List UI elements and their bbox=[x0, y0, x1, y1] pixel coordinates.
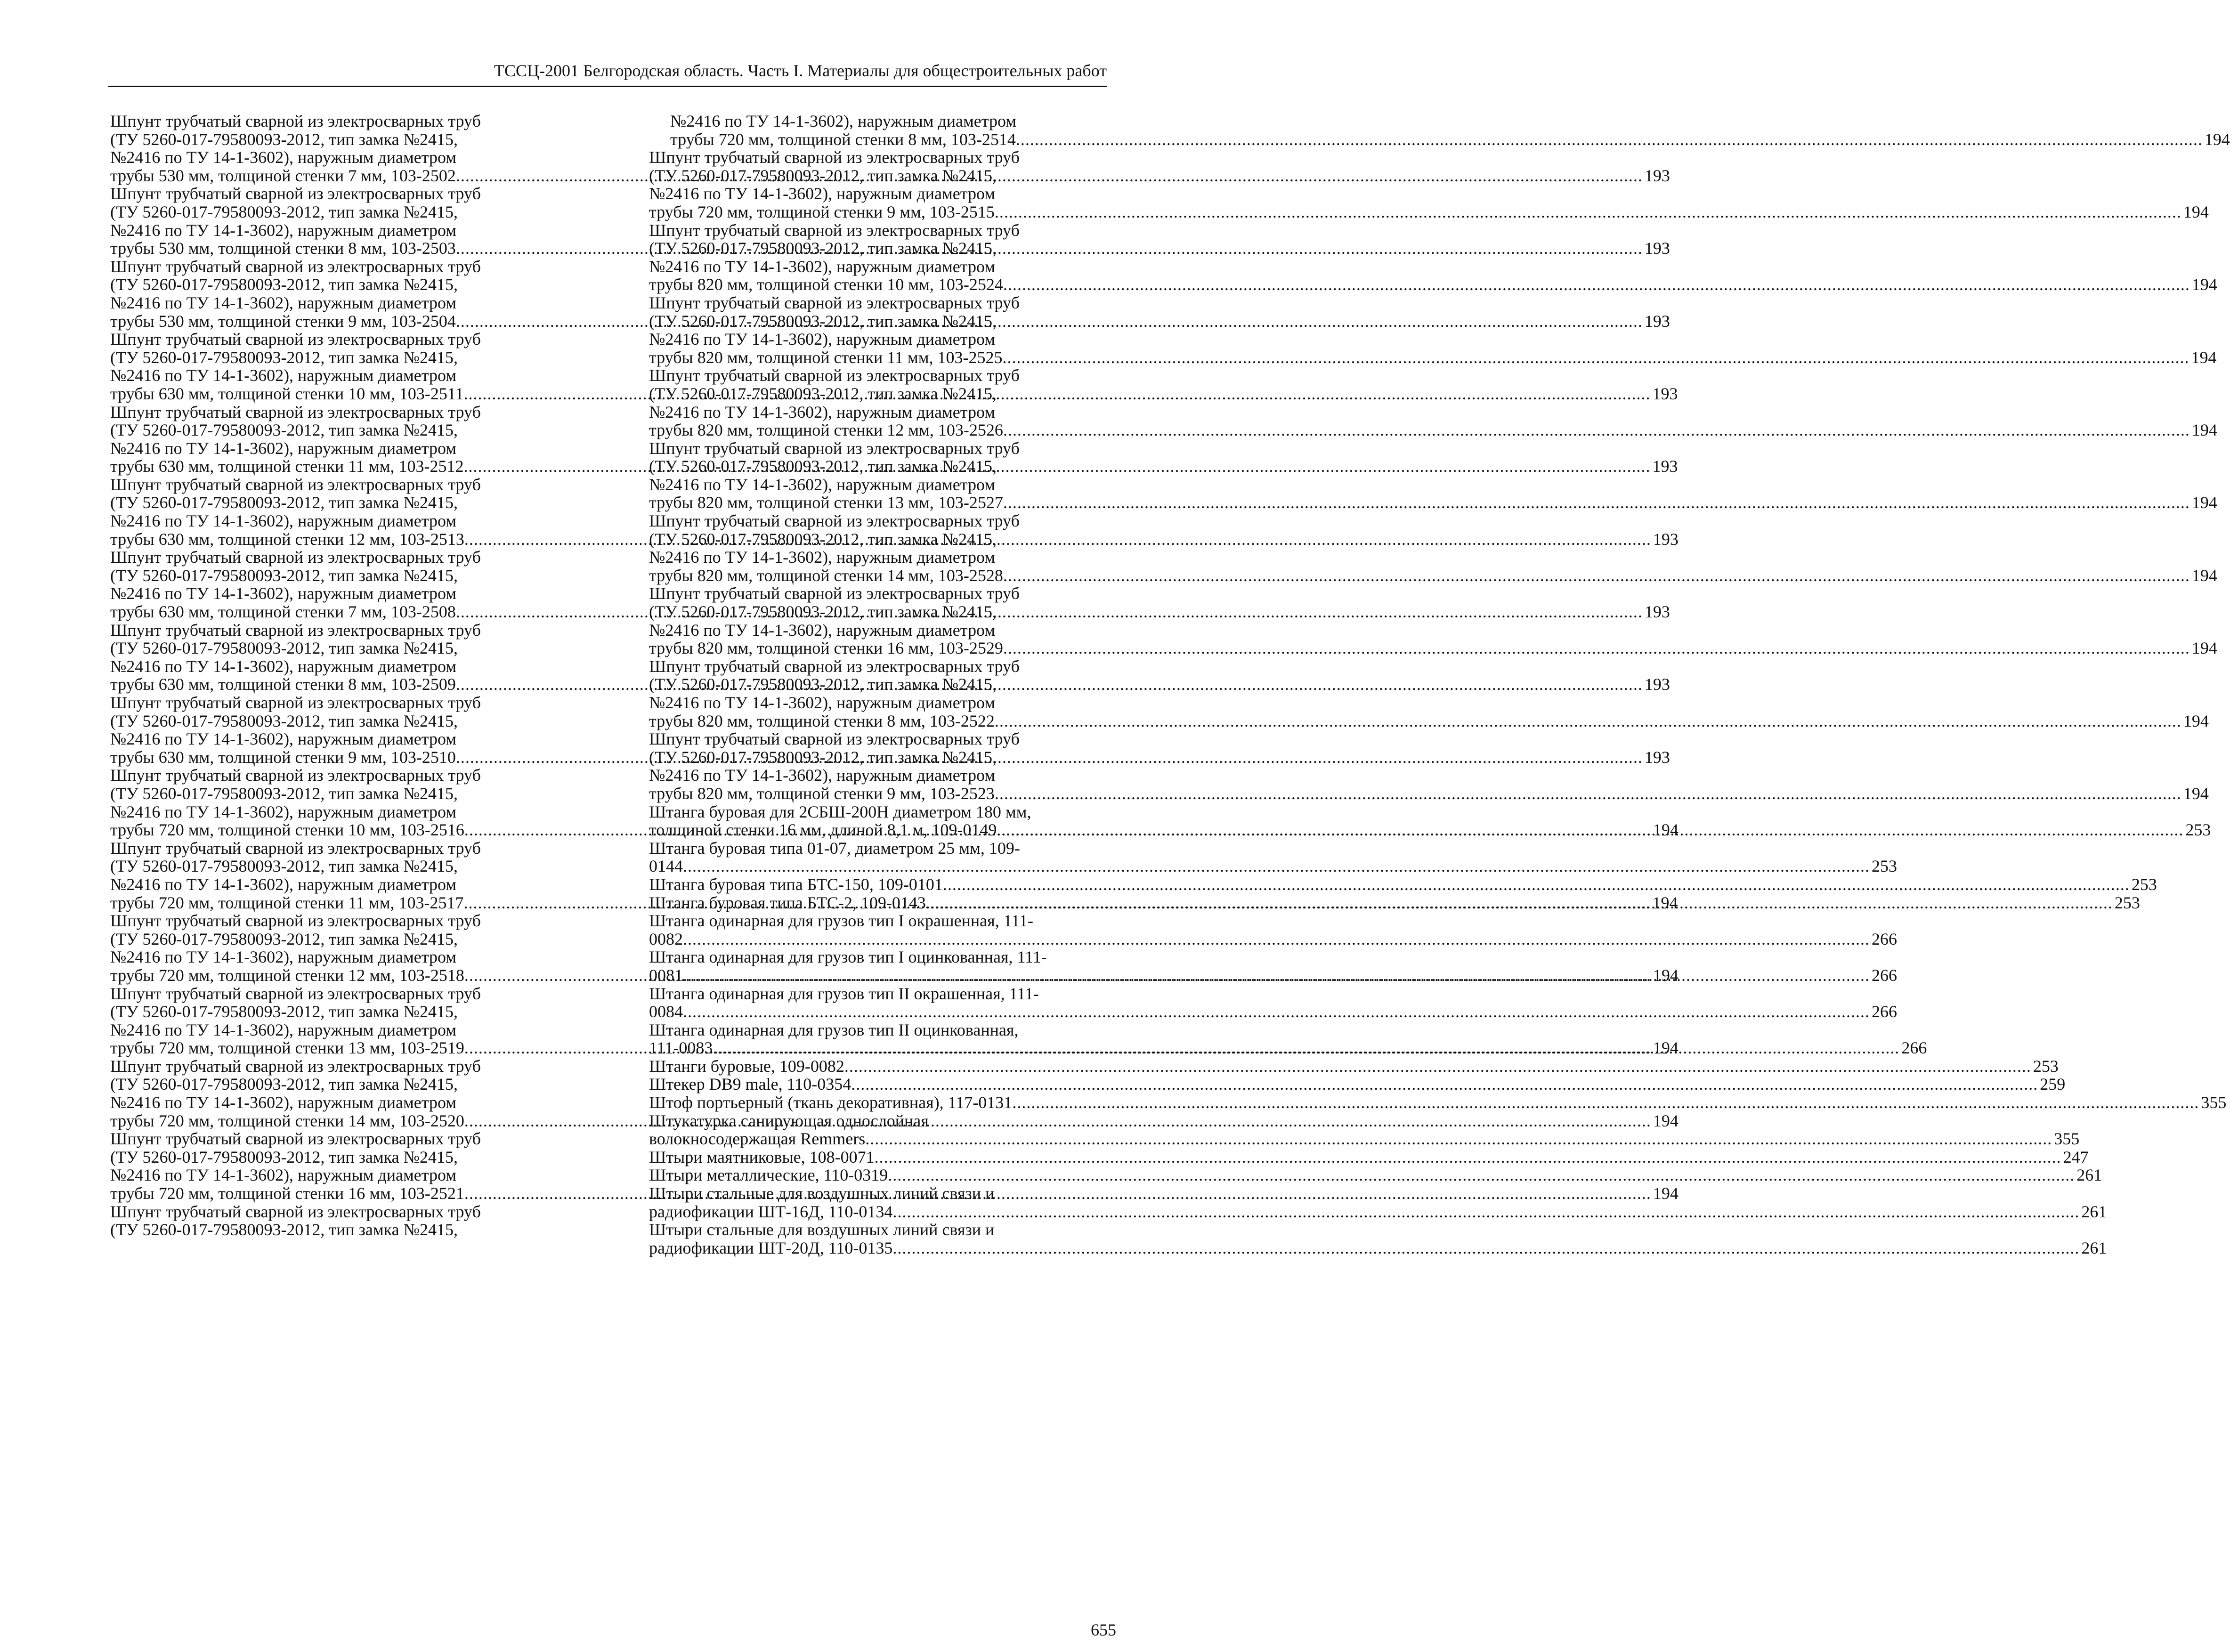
entry-text-line: Штанга буровая для 2СБШ-200Н диаметром 180 мм, bbox=[649, 802, 1031, 821]
entry-text-line: №2416 по ТУ 14-1-3602), наружным диаметром bbox=[670, 112, 1017, 130]
entry-text-line: Штыри маятниковые, 108-0071 bbox=[649, 1147, 875, 1166]
entry-text-line: трубы 820 мм, толщиной стенки 13 мм, 103-2527 bbox=[649, 493, 1003, 512]
entry-text-line: Штанга одинарная для грузов тип I окрашенная, 111- bbox=[649, 911, 1034, 931]
entry-text-line: Шпунт трубчатый сварной из электросварных труб bbox=[110, 766, 481, 785]
page-reference: 261 bbox=[2076, 1166, 2102, 1185]
page-reference: 253 bbox=[2185, 820, 2211, 840]
entry-text-line: Штыри металлические, 110-0319 bbox=[649, 1166, 888, 1185]
entry-text-line: Шпунт трубчатый сварной из электросварных труб bbox=[649, 656, 1020, 676]
entry-text-line: волокносодержащая Remmers bbox=[649, 1129, 866, 1149]
entry-text-line: Шпунт трубчатый сварной из электросварных труб bbox=[110, 838, 481, 858]
dot-leader bbox=[683, 857, 1870, 875]
page-reference: 193 bbox=[1652, 457, 1678, 476]
entry-text-line: Шпунт трубчатый сварной из электросварных труб bbox=[649, 366, 1020, 385]
page-reference: 193 bbox=[1644, 239, 1670, 258]
page-reference: 194 bbox=[1653, 965, 1679, 985]
page-reference: 193 bbox=[1644, 675, 1670, 694]
entry-text-line: трубы 820 мм, толщиной стенки 10 мм, 103-2524 bbox=[649, 275, 1003, 294]
entry-text-line: трубы 820 мм, толщиной стенки 14 мм, 103-2528 bbox=[649, 566, 1003, 585]
entry-text-line: Штукатурка санирующая однослойная bbox=[649, 1111, 929, 1130]
entry-text-line: №2416 по ТУ 14-1-3602), наружным диаметром bbox=[649, 330, 996, 349]
dot-leader bbox=[943, 875, 2130, 894]
entry-text-line: трубы 820 мм, толщиной стенки 11 мм, 103-2525 bbox=[649, 348, 1003, 367]
entry-text-line: (ТУ 5260-017-79580093-2012, тип замка №2415, bbox=[649, 239, 997, 258]
page-reference: 193 bbox=[1644, 166, 1670, 185]
entry-text-line: радиофикации ШТ-16Д, 110-0134 bbox=[649, 1202, 893, 1221]
page-reference: 194 bbox=[2183, 711, 2209, 730]
entry-leader-line bbox=[649, 1075, 2066, 1094]
entry-text-line: Шпунт трубчатый сварной из электросварных труб bbox=[110, 548, 481, 567]
dot-leader bbox=[1003, 275, 2190, 294]
entry-text-line: трубы 720 мм, толщиной стенки 10 мм, 103-2516 bbox=[110, 820, 464, 840]
entry-text-line: №2416 по ТУ 14-1-3602), наружным диаметром bbox=[110, 366, 457, 385]
dot-leader bbox=[683, 1003, 1870, 1021]
entry-text-line: Шпунт трубчатый сварной из электросварных труб bbox=[110, 911, 481, 931]
entry-text-line: Штанга буровая типа БТС-150, 109-0101 bbox=[649, 875, 943, 894]
page-reference: 266 bbox=[1901, 1038, 1927, 1058]
entry-text-line: №2416 по ТУ 14-1-3602), наружным диаметром bbox=[649, 548, 996, 567]
entry-text-line: радиофикации ШТ-20Д, 110-0135 bbox=[649, 1238, 893, 1257]
page-reference: 261 bbox=[2081, 1238, 2107, 1257]
entry-text-line: №2416 по ТУ 14-1-3602), наружным диаметром bbox=[110, 148, 457, 167]
dot-leader bbox=[892, 1239, 2079, 1257]
entry-leader-line bbox=[649, 929, 1897, 948]
entry-text-line: трубы 820 мм, толщиной стенки 8 мм, 103-2522 bbox=[649, 711, 995, 730]
entry-text-line: (ТУ 5260-017-79580093-2012, тип замка №2415, bbox=[110, 857, 458, 876]
dot-leader bbox=[851, 1075, 2038, 1093]
entry-text-line: Шпунт трубчатый сварной из электросварных труб bbox=[649, 511, 1020, 531]
dot-leader bbox=[1012, 1093, 2199, 1112]
page-reference: 193 bbox=[1644, 602, 1670, 622]
dot-leader bbox=[1003, 421, 2190, 439]
page-reference: 253 bbox=[2131, 875, 2157, 894]
entry-text-line: Шпунт трубчатый сварной из электросварных труб bbox=[110, 112, 481, 130]
index-entry bbox=[649, 984, 1897, 1021]
entry-text-line: Штанга буровая типа БТС-2, 109-0143 bbox=[649, 893, 926, 912]
entry-text-line: (ТУ 5260-017-79580093-2012, тип замка №2415, bbox=[649, 384, 997, 403]
entry-text-line: №2416 по ТУ 14-1-3602), наружным диаметром bbox=[110, 656, 457, 676]
entry-text-line: трубы 720 мм, толщиной стенки 13 мм, 103-2519 bbox=[110, 1038, 464, 1058]
page-reference: 261 bbox=[2081, 1202, 2107, 1221]
entry-text-line: (ТУ 5260-017-79580093-2012, тип замка №2415, bbox=[110, 202, 458, 221]
entry-text-line: (ТУ 5260-017-79580093-2012, тип замка №2415, bbox=[649, 529, 997, 549]
entry-text-line: 0084 bbox=[649, 1002, 683, 1021]
entry-text-line: Шпунт трубчатый сварной из электросварных труб bbox=[110, 475, 481, 494]
entry-leader-line bbox=[649, 875, 2157, 894]
entry-leader-line bbox=[649, 1147, 2089, 1166]
entry-text-line: (ТУ 5260-017-79580093-2012, тип замка №2415, bbox=[110, 711, 458, 730]
dot-leader bbox=[713, 1039, 1899, 1057]
index-entry bbox=[649, 1147, 2089, 1166]
dot-leader bbox=[995, 785, 2181, 803]
entry-text-line: №2416 по ТУ 14-1-3602), наружным диаметром bbox=[110, 947, 457, 967]
index-entry bbox=[649, 112, 2230, 149]
entry-text-line: Шпунт трубчатый сварной из электросварных труб bbox=[110, 330, 481, 349]
entry-text-line: трубы 530 мм, толщиной стенки 9 мм, 103-2504 bbox=[110, 311, 456, 331]
entry-text-line: №2416 по ТУ 14-1-3602), наружным диаметром bbox=[110, 1020, 457, 1039]
entry-text-line: №2416 по ТУ 14-1-3602), наружным диаметром bbox=[110, 1166, 457, 1185]
entry-text-line: №2416 по ТУ 14-1-3602), наружным диаметром bbox=[110, 293, 457, 312]
entry-leader-line bbox=[649, 711, 2209, 730]
page-reference: 194 bbox=[2191, 566, 2217, 585]
page-reference: 194 bbox=[2191, 348, 2217, 367]
index-entry bbox=[649, 1093, 2227, 1112]
entry-text-line: трубы 720 мм, толщиной стенки 16 мм, 103-2521 bbox=[110, 1184, 464, 1203]
entry-text-line: Шпунт трубчатый сварной из электросварных труб bbox=[110, 1056, 481, 1076]
entry-text-line: трубы 720 мм, толщиной стенки 8 мм, 103-2514 bbox=[670, 130, 1016, 149]
page-reference: 194 bbox=[2191, 493, 2217, 512]
entry-text-line: трубы 630 мм, толщиной стенки 9 мм, 103-2510 bbox=[110, 747, 456, 767]
entry-text-line: №2416 по ТУ 14-1-3602), наружным диаметром bbox=[110, 802, 457, 821]
entry-text-line: трубы 820 мм, толщиной стенки 12 мм, 103-2526 bbox=[649, 421, 1003, 440]
entry-text-line: №2416 по ТУ 14-1-3602), наружным диаметром bbox=[110, 729, 457, 749]
entry-text-line: (ТУ 5260-017-79580093-2012, тип замка №2415, bbox=[649, 311, 997, 331]
page-reference: 194 bbox=[2183, 202, 2209, 221]
entry-text-line: трубы 530 мм, толщиной стенки 7 мм, 103-2502 bbox=[110, 166, 456, 185]
entry-text-line: Штоф портьерный (ткань декоративная), 117-0131 bbox=[649, 1093, 1013, 1112]
entry-text-line: (ТУ 5260-017-79580093-2012, тип замка №2415, bbox=[110, 1147, 458, 1166]
entry-leader-line bbox=[649, 421, 2217, 440]
entry-text-line: (ТУ 5260-017-79580093-2012, тип замка №2415, bbox=[110, 1220, 458, 1239]
entry-text-line: Шпунт трубчатый сварной из электросварных труб bbox=[110, 1202, 481, 1221]
page-reference: 193 bbox=[1653, 529, 1679, 549]
dot-leader bbox=[926, 894, 2113, 912]
page-reference: 266 bbox=[1872, 965, 1897, 985]
entry-leader-line bbox=[649, 202, 2209, 221]
index-entry bbox=[649, 1075, 2066, 1094]
entry-text-line: Штекер DB9 male, 110-0354 bbox=[649, 1075, 851, 1094]
entry-text-line: трубы 720 мм, толщиной стенки 11 мм, 103-2517 bbox=[110, 893, 464, 912]
entry-text-line: (ТУ 5260-017-79580093-2012, тип замка №2415, bbox=[110, 784, 458, 803]
entry-text-line: трубы 630 мм, толщиной стенки 7 мм, 103-2508 bbox=[110, 602, 456, 622]
entry-text-line: Шпунт трубчатый сварной из электросварных труб bbox=[110, 184, 481, 203]
page-reference: 247 bbox=[2063, 1147, 2089, 1166]
entry-text-line: трубы 720 мм, толщиной стенки 14 мм, 103-2520 bbox=[110, 1111, 464, 1130]
dot-leader bbox=[1003, 639, 2190, 657]
page-reference: 266 bbox=[1872, 929, 1897, 948]
entry-text-line: трубы 630 мм, толщиной стенки 12 мм, 103-2513 bbox=[110, 529, 464, 549]
page-reference: 194 bbox=[1653, 1184, 1679, 1203]
entry-text-line: Штанга одинарная для грузов тип II окрашенная, 111- bbox=[649, 984, 1039, 1003]
index-entry bbox=[649, 1056, 2059, 1076]
entry-text-line: (ТУ 5260-017-79580093-2012, тип замка №2415, bbox=[110, 275, 458, 294]
entry-text-line: 0082 bbox=[649, 929, 683, 948]
entry-leader-line bbox=[649, 1056, 2059, 1076]
dot-leader bbox=[995, 203, 2181, 221]
page-reference: 194 bbox=[2183, 784, 2209, 803]
entry-text-line: (ТУ 5260-017-79580093-2012, тип замка №2415, bbox=[110, 639, 458, 658]
entry-text-line: №2416 по ТУ 14-1-3602), наружным диаметром bbox=[649, 184, 996, 203]
entry-text-line: №2416 по ТУ 14-1-3602), наружным диаметром bbox=[649, 475, 996, 494]
entry-text-line: (ТУ 5260-017-79580093-2012, тип замка №2415, bbox=[110, 348, 458, 367]
entry-text-line: №2416 по ТУ 14-1-3602), наружным диаметром bbox=[110, 584, 457, 603]
entry-text-line: 0081 bbox=[649, 965, 683, 985]
page-reference: 194 bbox=[2191, 421, 2217, 440]
entry-leader-line bbox=[649, 784, 2209, 803]
dot-leader bbox=[892, 1203, 2079, 1221]
dot-leader bbox=[865, 1130, 2052, 1148]
entry-text-line: №2416 по ТУ 14-1-3602), наружным диаметром bbox=[649, 257, 996, 276]
entry-text-line: №2416 по ТУ 14-1-3602), наружным диаметром bbox=[110, 220, 457, 240]
index-entry bbox=[110, 1203, 576, 1239]
entry-text-line: (ТУ 5260-017-79580093-2012, тип замка №2415, bbox=[649, 602, 997, 622]
entry-text-line: Шпунт трубчатый сварной из электросварных труб bbox=[649, 293, 1020, 312]
header-title: ТССЦ-2001 Белгородская область. Часть I. Материалы для общестроительных работ bbox=[494, 61, 1107, 80]
entry-text-line: №2416 по ТУ 14-1-3602), наружным диаметром bbox=[649, 620, 996, 640]
dot-leader bbox=[997, 821, 2183, 839]
page-reference: 253 bbox=[2033, 1056, 2059, 1076]
entry-text-line: Шпунт трубчатый сварной из электросварных труб bbox=[110, 620, 481, 640]
dot-leader bbox=[995, 712, 2181, 730]
entry-text-line: Штанга одинарная для грузов тип I оцинкованная, 111- bbox=[649, 947, 1047, 967]
entry-leader-line bbox=[649, 348, 2217, 367]
page-reference: 194 bbox=[2191, 639, 2217, 658]
entry-text-line: (ТУ 5260-017-79580093-2012, тип замка №2415, bbox=[110, 566, 458, 585]
entry-text-line: трубы 530 мм, толщиной стенки 8 мм, 103-2503 bbox=[110, 239, 456, 258]
page-number: 655 bbox=[1091, 1620, 1116, 1639]
entry-text-line: Шпунт трубчатый сварной из электросварных труб bbox=[110, 402, 481, 421]
dot-leader bbox=[1016, 130, 2203, 149]
entry-leader-line bbox=[649, 857, 1897, 876]
index-entry bbox=[649, 838, 1897, 876]
entry-text-line: (ТУ 5260-017-79580093-2012, тип замка №2415, bbox=[110, 929, 458, 948]
entry-text-line: толщиной стенки 16 мм, длиной 8,1 м, 109-0149 bbox=[649, 820, 997, 840]
page-reference: 194 bbox=[1652, 893, 1678, 912]
entry-text-line: Шпунт трубчатый сварной из электросварных труб bbox=[649, 220, 1020, 240]
entry-text-line: трубы 720 мм, толщиной стенки 9 мм, 103-2515 bbox=[649, 202, 995, 221]
index-entry bbox=[649, 911, 1897, 948]
entry-text-line: (ТУ 5260-017-79580093-2012, тип замка №2415, bbox=[110, 1075, 458, 1094]
dot-leader bbox=[1003, 567, 2190, 585]
entry-leader-line bbox=[649, 1002, 1897, 1021]
entry-text-line: трубы 820 мм, толщиной стенки 16 мм, 103-2529 bbox=[649, 639, 1003, 658]
page-reference: 194 bbox=[1653, 820, 1679, 840]
page-reference: 193 bbox=[1644, 747, 1670, 767]
entry-text-line: Штыри стальные для воздушных линий связи и bbox=[649, 1220, 995, 1239]
entry-text-line: трубы 820 мм, толщиной стенки 9 мм, 103-2523 bbox=[649, 784, 995, 803]
entry-text-line: №2416 по ТУ 14-1-3602), наружным диаметром bbox=[110, 875, 457, 894]
entry-leader-line bbox=[649, 1166, 2102, 1185]
entry-text-line: Шпунт трубчатый сварной из электросварных труб bbox=[649, 438, 1020, 458]
entry-text-line: №2416 по ТУ 14-1-3602), наружным диаметром bbox=[110, 1093, 457, 1112]
index-entry bbox=[649, 1220, 2107, 1257]
page-reference: 355 bbox=[2201, 1093, 2227, 1112]
entry-text-line: 111-0083 bbox=[649, 1038, 713, 1058]
entry-text-line: Шпунт трубчатый сварной из электросварных труб bbox=[649, 729, 1020, 749]
entry-leader-line bbox=[649, 1202, 2107, 1221]
entry-text-line: Шпунт трубчатый сварной из электросварных труб bbox=[649, 148, 1020, 167]
entry-text-line: Шпунт трубчатый сварной из электросварных труб bbox=[110, 257, 481, 276]
dot-leader bbox=[683, 930, 1870, 948]
page-reference: 194 bbox=[2204, 130, 2230, 149]
entry-text-line: №2416 по ТУ 14-1-3602), наружным диаметром bbox=[649, 766, 996, 785]
page-reference: 193 bbox=[1644, 311, 1670, 331]
entry-text-line: Шпунт трубчатый сварной из электросварных труб bbox=[110, 984, 481, 1003]
entry-leader-line bbox=[649, 1093, 2227, 1112]
entry-text-line: Шпунт трубчатый сварной из электросварных труб bbox=[110, 693, 481, 712]
entry-text-line: Штанга буровая типа 01-07, диаметром 25 мм, 109- bbox=[649, 838, 1020, 858]
entry-text-line: Шпунт трубчатый сварной из электросварных труб bbox=[110, 1129, 481, 1149]
entry-text-line: №2416 по ТУ 14-1-3602), наружным диаметром bbox=[649, 402, 996, 421]
entry-text-line: (ТУ 5260-017-79580093-2012, тип замка №2415, bbox=[649, 747, 997, 767]
dot-leader bbox=[844, 1057, 2031, 1076]
index-entry bbox=[649, 875, 2157, 894]
entry-text-line: 0144 bbox=[649, 857, 683, 876]
entry-text-line: трубы 630 мм, толщиной стенки 10 мм, 103-2511 bbox=[110, 384, 464, 403]
entry-text-line: Штанги буровые, 109-0082 bbox=[649, 1056, 844, 1076]
page-reference: 194 bbox=[1653, 1038, 1679, 1058]
dot-leader bbox=[1002, 348, 2189, 367]
entry-leader-line bbox=[649, 566, 2217, 585]
entry-text-line: Штыри стальные для воздушных линий связи и bbox=[649, 1184, 995, 1203]
page-reference: 253 bbox=[2114, 893, 2140, 912]
entry-text-line: №2416 по ТУ 14-1-3602), наружным диаметром bbox=[110, 511, 457, 531]
dot-leader bbox=[1003, 494, 2190, 512]
dot-leader bbox=[683, 966, 1870, 985]
page-reference: 193 bbox=[1652, 384, 1678, 403]
entry-leader-line bbox=[649, 639, 2217, 658]
entry-text-line: трубы 720 мм, толщиной стенки 12 мм, 103-2518 bbox=[110, 965, 464, 985]
entry-text-line: (ТУ 5260-017-79580093-2012, тип замка №2415, bbox=[110, 130, 458, 149]
entry-text-line: Штанга одинарная для грузов тип II оцинкованная, bbox=[649, 1020, 1019, 1039]
page-reference: 253 bbox=[1872, 857, 1897, 876]
page-reference: 266 bbox=[1872, 1002, 1897, 1021]
entry-leader-line bbox=[670, 130, 2230, 149]
index-entry bbox=[649, 1166, 2102, 1185]
entry-text-line: трубы 630 мм, толщиной стенки 8 мм, 103-2509 bbox=[110, 675, 456, 694]
entry-text-line: Шпунт трубчатый сварной из электросварных труб bbox=[649, 584, 1020, 603]
entry-leader-line bbox=[649, 493, 2217, 512]
entry-leader-line bbox=[649, 1129, 2080, 1149]
entry-text-line: №2416 по ТУ 14-1-3602), наружным диаметром bbox=[110, 438, 457, 458]
page-reference: 194 bbox=[2191, 275, 2217, 294]
entry-text-line: (ТУ 5260-017-79580093-2012, тип замка №2415, bbox=[649, 166, 997, 185]
page-reference: 355 bbox=[2054, 1129, 2080, 1149]
entry-text-line: трубы 630 мм, толщиной стенки 11 мм, 103-2512 bbox=[110, 457, 464, 476]
dot-leader bbox=[875, 1148, 2061, 1166]
running-header bbox=[108, 60, 1107, 87]
entry-text-line: (ТУ 5260-017-79580093-2012, тип замка №2415, bbox=[649, 457, 997, 476]
dot-leader bbox=[888, 1166, 2075, 1184]
entry-text-line: (ТУ 5260-017-79580093-2012, тип замка №2415, bbox=[110, 493, 458, 512]
page-reference: 259 bbox=[2040, 1075, 2066, 1094]
entry-leader-line bbox=[649, 275, 2217, 294]
entry-text-line: (ТУ 5260-017-79580093-2012, тип замка №2415, bbox=[110, 1002, 458, 1021]
entry-leader-line bbox=[649, 1238, 2107, 1257]
entry-text-line: (ТУ 5260-017-79580093-2012, тип замка №2415, bbox=[649, 675, 997, 694]
entry-text-line: (ТУ 5260-017-79580093-2012, тип замка №2415, bbox=[110, 421, 458, 440]
page-reference: 194 bbox=[1653, 1111, 1679, 1130]
entry-text-line: №2416 по ТУ 14-1-3602), наружным диаметром bbox=[649, 693, 996, 712]
